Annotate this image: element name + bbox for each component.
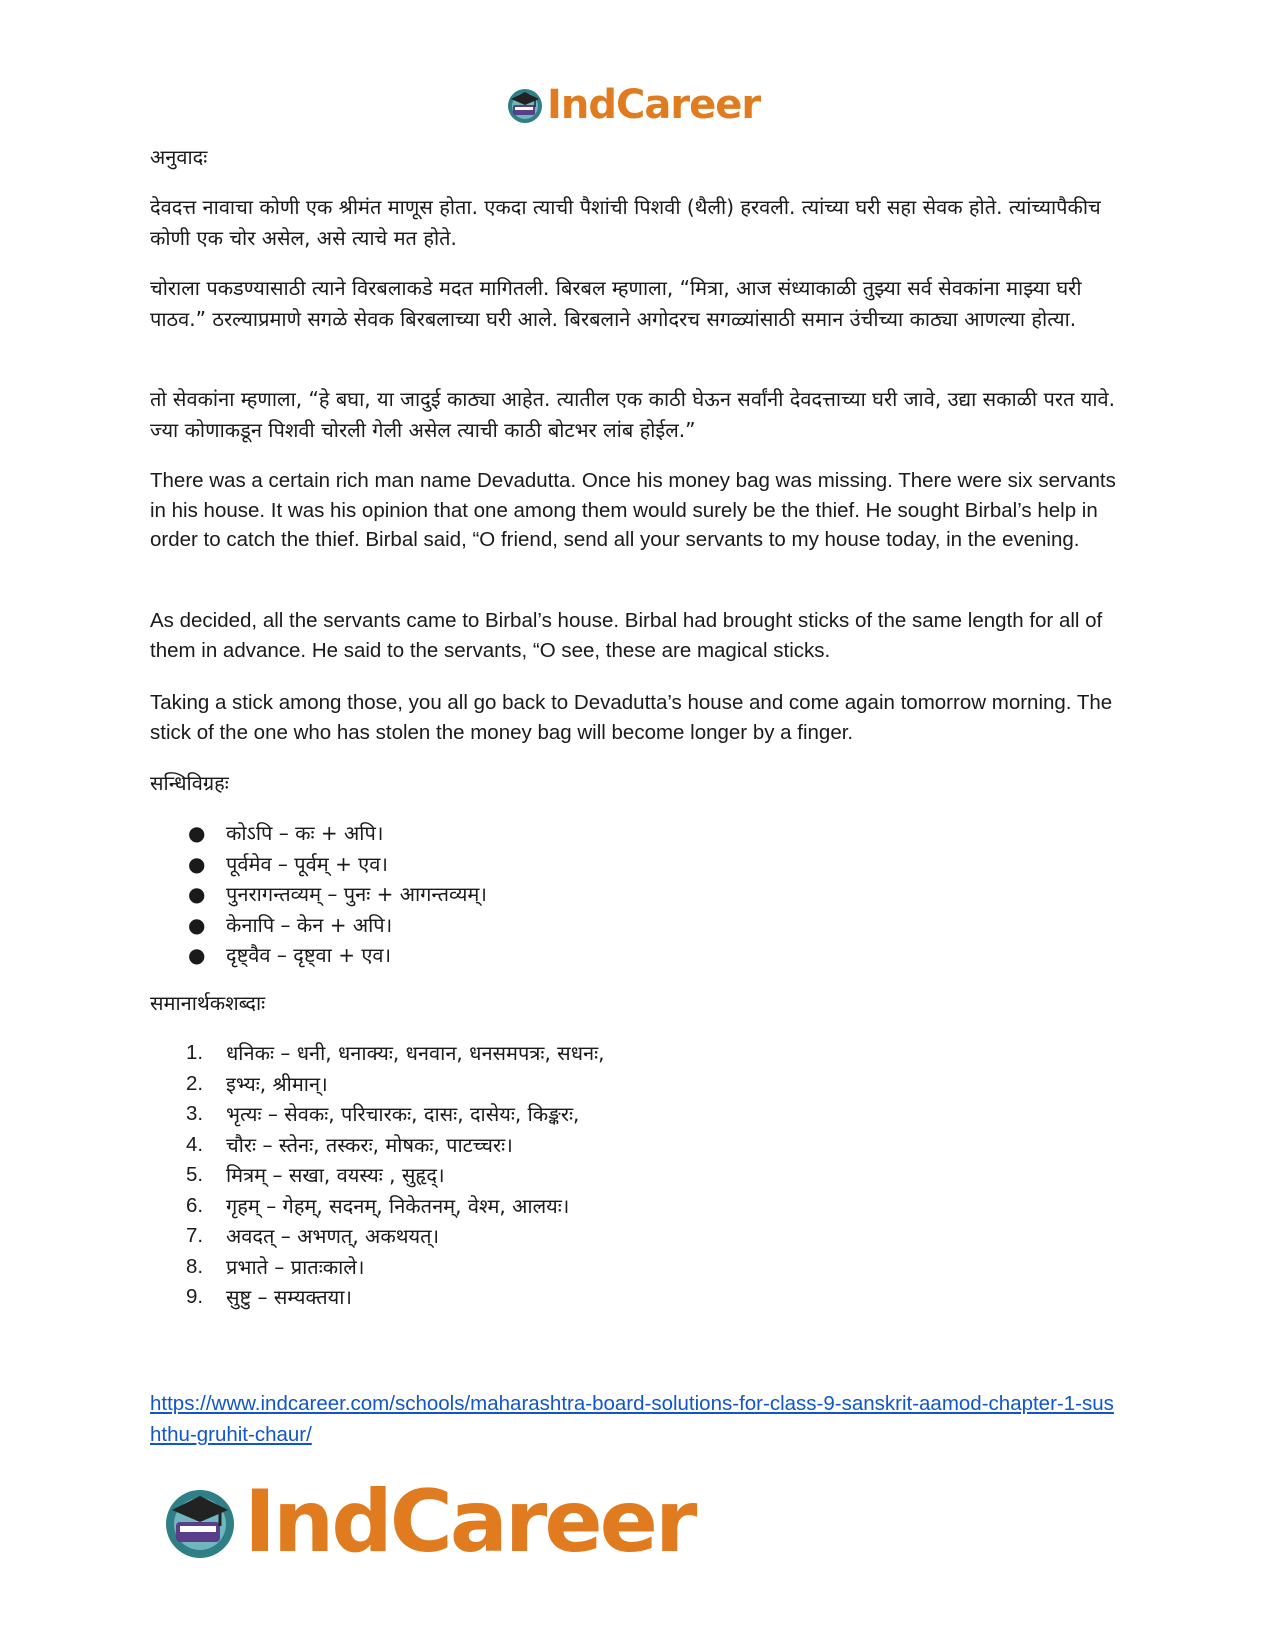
list-item-text: सुष्टु – सम्यक्तया। <box>226 1285 353 1309</box>
english-paragraph-1 <box>150 466 1125 555</box>
list-item-text: पूर्वमेव – पूर्वम् + एव। <box>226 851 388 876</box>
list-number: 9. <box>186 1285 204 1308</box>
graduation-cap-book-icon <box>160 1482 240 1562</box>
list-number: 4. <box>186 1132 204 1156</box>
source-url-link[interactable]: https://www.indcareer.com/schools/maharashtra-board-solutions-for-class-9-sanskrit-aamod-chapter-1-sushthu-gruhit-chaur/ <box>150 1392 1114 1446</box>
list-item <box>150 940 1125 971</box>
list-item-text: प्रभाते – प्रातःकाले। <box>226 1254 365 1279</box>
list-item-text: गृहम् – गेहम्, सदनम्, निकेतनम्, वेश्म, आलयः। <box>226 1193 570 1218</box>
header-logo <box>505 82 760 128</box>
marathi-paragraph-3 <box>150 384 1125 446</box>
list-item-text: धनिकः – धनी, धनाक्यः, धनवान, धनसमपत्रः, सधनः, <box>226 1041 605 1065</box>
list-item <box>150 1099 1125 1130</box>
list-item-text: अवदत् – अभणत्, अकथयत्। <box>226 1224 440 1248</box>
bullet-icon: ● <box>188 912 206 937</box>
list-item <box>150 1038 1125 1069</box>
heading-sandhi <box>150 768 1125 799</box>
english-paragraph-2 <box>150 606 1125 665</box>
paragraph-text: There was a certain rich man name Devadutta. Once his money bag was missing. There were six servants in his house. It was his opinion that one among them would surely be the thief. He sought Birbal’s help in order to catch the thief. Birbal said, “O friend, send all your servants to my house today, in the evening. <box>150 469 1116 551</box>
paragraph-text: देवदत्त नावाचा कोणी एक श्रीमंत माणूस होता. एकदा त्याची पैशांची पिशवी (थैली) हरवली. त्यांच्या घरी सहा सेवक होते. त्यांच्यापैकीच कोणी एक चोर असेल, असे त्याचे मत होते. <box>150 195 1101 250</box>
list-number: 8. <box>186 1254 204 1278</box>
bullet-icon: ● <box>188 943 206 967</box>
bullet-icon: ● <box>188 821 206 845</box>
footer-logo <box>160 1472 694 1572</box>
list-number: 5. <box>186 1163 204 1186</box>
paragraph-text: Taking a stick among those, you all go back to Devadutta’s house and come again tomorrow morning. The stick of the one who has stolen the money bag will become longer by a finger. <box>150 691 1113 744</box>
marathi-paragraph-1 <box>150 192 1125 254</box>
list-item-text: कोऽपि – कः + अपि। <box>226 821 384 845</box>
heading-samanarthak-text: समानार्थकशब्दाः <box>150 991 266 1015</box>
samanarthak-list <box>150 1038 1125 1313</box>
paragraph-text: तो सेवकांना म्हणाला, “हे बघा, या जादुई काठ्या आहेत. त्यातील एक काठी घेऊन सर्वांनी देवदत्ताच्या घरी जावे, उद्या सकाळी परत यावे. ज्या कोणाकडून पिशवी चोरली गेली असेल त्याची काठी बोटभर लांब होईल.” <box>150 387 1116 442</box>
list-item <box>150 1130 1125 1161</box>
list-item <box>150 1282 1125 1313</box>
list-item-text: केनापि – केन + अपि। <box>226 912 393 937</box>
list-number: 1. <box>186 1041 204 1064</box>
sandhi-list <box>150 818 1125 971</box>
list-item-text: पुनरागन्तव्यम् – पुनः + आगन्तव्यम्। <box>226 882 487 906</box>
list-item <box>150 1069 1125 1100</box>
graduation-cap-book-icon <box>505 85 545 125</box>
list-number: 2. <box>186 1071 204 1095</box>
english-paragraph-3 <box>150 688 1125 747</box>
heading-sandhi-text: सन्धिविग्रहः <box>150 771 229 795</box>
list-item-text: दृष्ट्वैव – दृष्ट्वा + एव। <box>226 943 392 967</box>
list-item <box>150 1221 1125 1252</box>
list-item <box>150 849 1125 880</box>
list-item <box>150 910 1125 941</box>
list-number: 7. <box>186 1224 204 1247</box>
list-item-text: चौरः – स्तेनः, तस्करः, मोषकः, पाटच्चरः। <box>226 1132 513 1157</box>
list-item <box>150 818 1125 849</box>
marathi-paragraph-2 <box>150 273 1125 335</box>
paragraph-text: As decided, all the servants came to Birbal’s house. Birbal had brought sticks of the same length for all of them in advance. He said to the servants, “O see, these are magical sticks. <box>150 609 1103 662</box>
logo-text: IndCareer <box>547 82 761 128</box>
heading-samanarthak <box>150 988 1125 1019</box>
list-number: 3. <box>186 1102 204 1125</box>
list-item-text: भृत्यः – सेवकः, परिचारकः, दासः, दासेयः, किङ्करः, <box>226 1102 580 1126</box>
list-item <box>150 1252 1125 1283</box>
list-number: 6. <box>186 1193 204 1217</box>
bullet-icon: ● <box>188 851 206 876</box>
list-item-text: मित्रम् – सखा, वयस्यः , सुहृद्। <box>226 1163 445 1187</box>
list-item-text: इभ्यः, श्रीमान्। <box>226 1071 328 1096</box>
source-link <box>150 1388 1125 1450</box>
list-item <box>150 1191 1125 1222</box>
list-item <box>150 879 1125 910</box>
heading-anuvad-text: अनुवादः <box>150 145 208 169</box>
logo-text: IndCareer <box>244 1472 695 1572</box>
list-item <box>150 1160 1125 1191</box>
bullet-icon: ● <box>188 882 206 906</box>
paragraph-text: चोराला पकडण्यासाठी त्याने विरबलाकडे मदत मागितली. बिरबल म्हणाला, “मित्रा, आज संध्याकाळी तुझ्या सर्व सेवकांना माझ्या घरी पाठव.” ठरल्याप्रमाणे सगळे सेवक बिरबलाच्या घरी आले. बिरबलाने अगोदरच सगळ्यांसाठी समान उंचीच्या काठ्या आणल्या होत्या. <box>150 276 1082 331</box>
heading-anuvad <box>150 142 1125 173</box>
